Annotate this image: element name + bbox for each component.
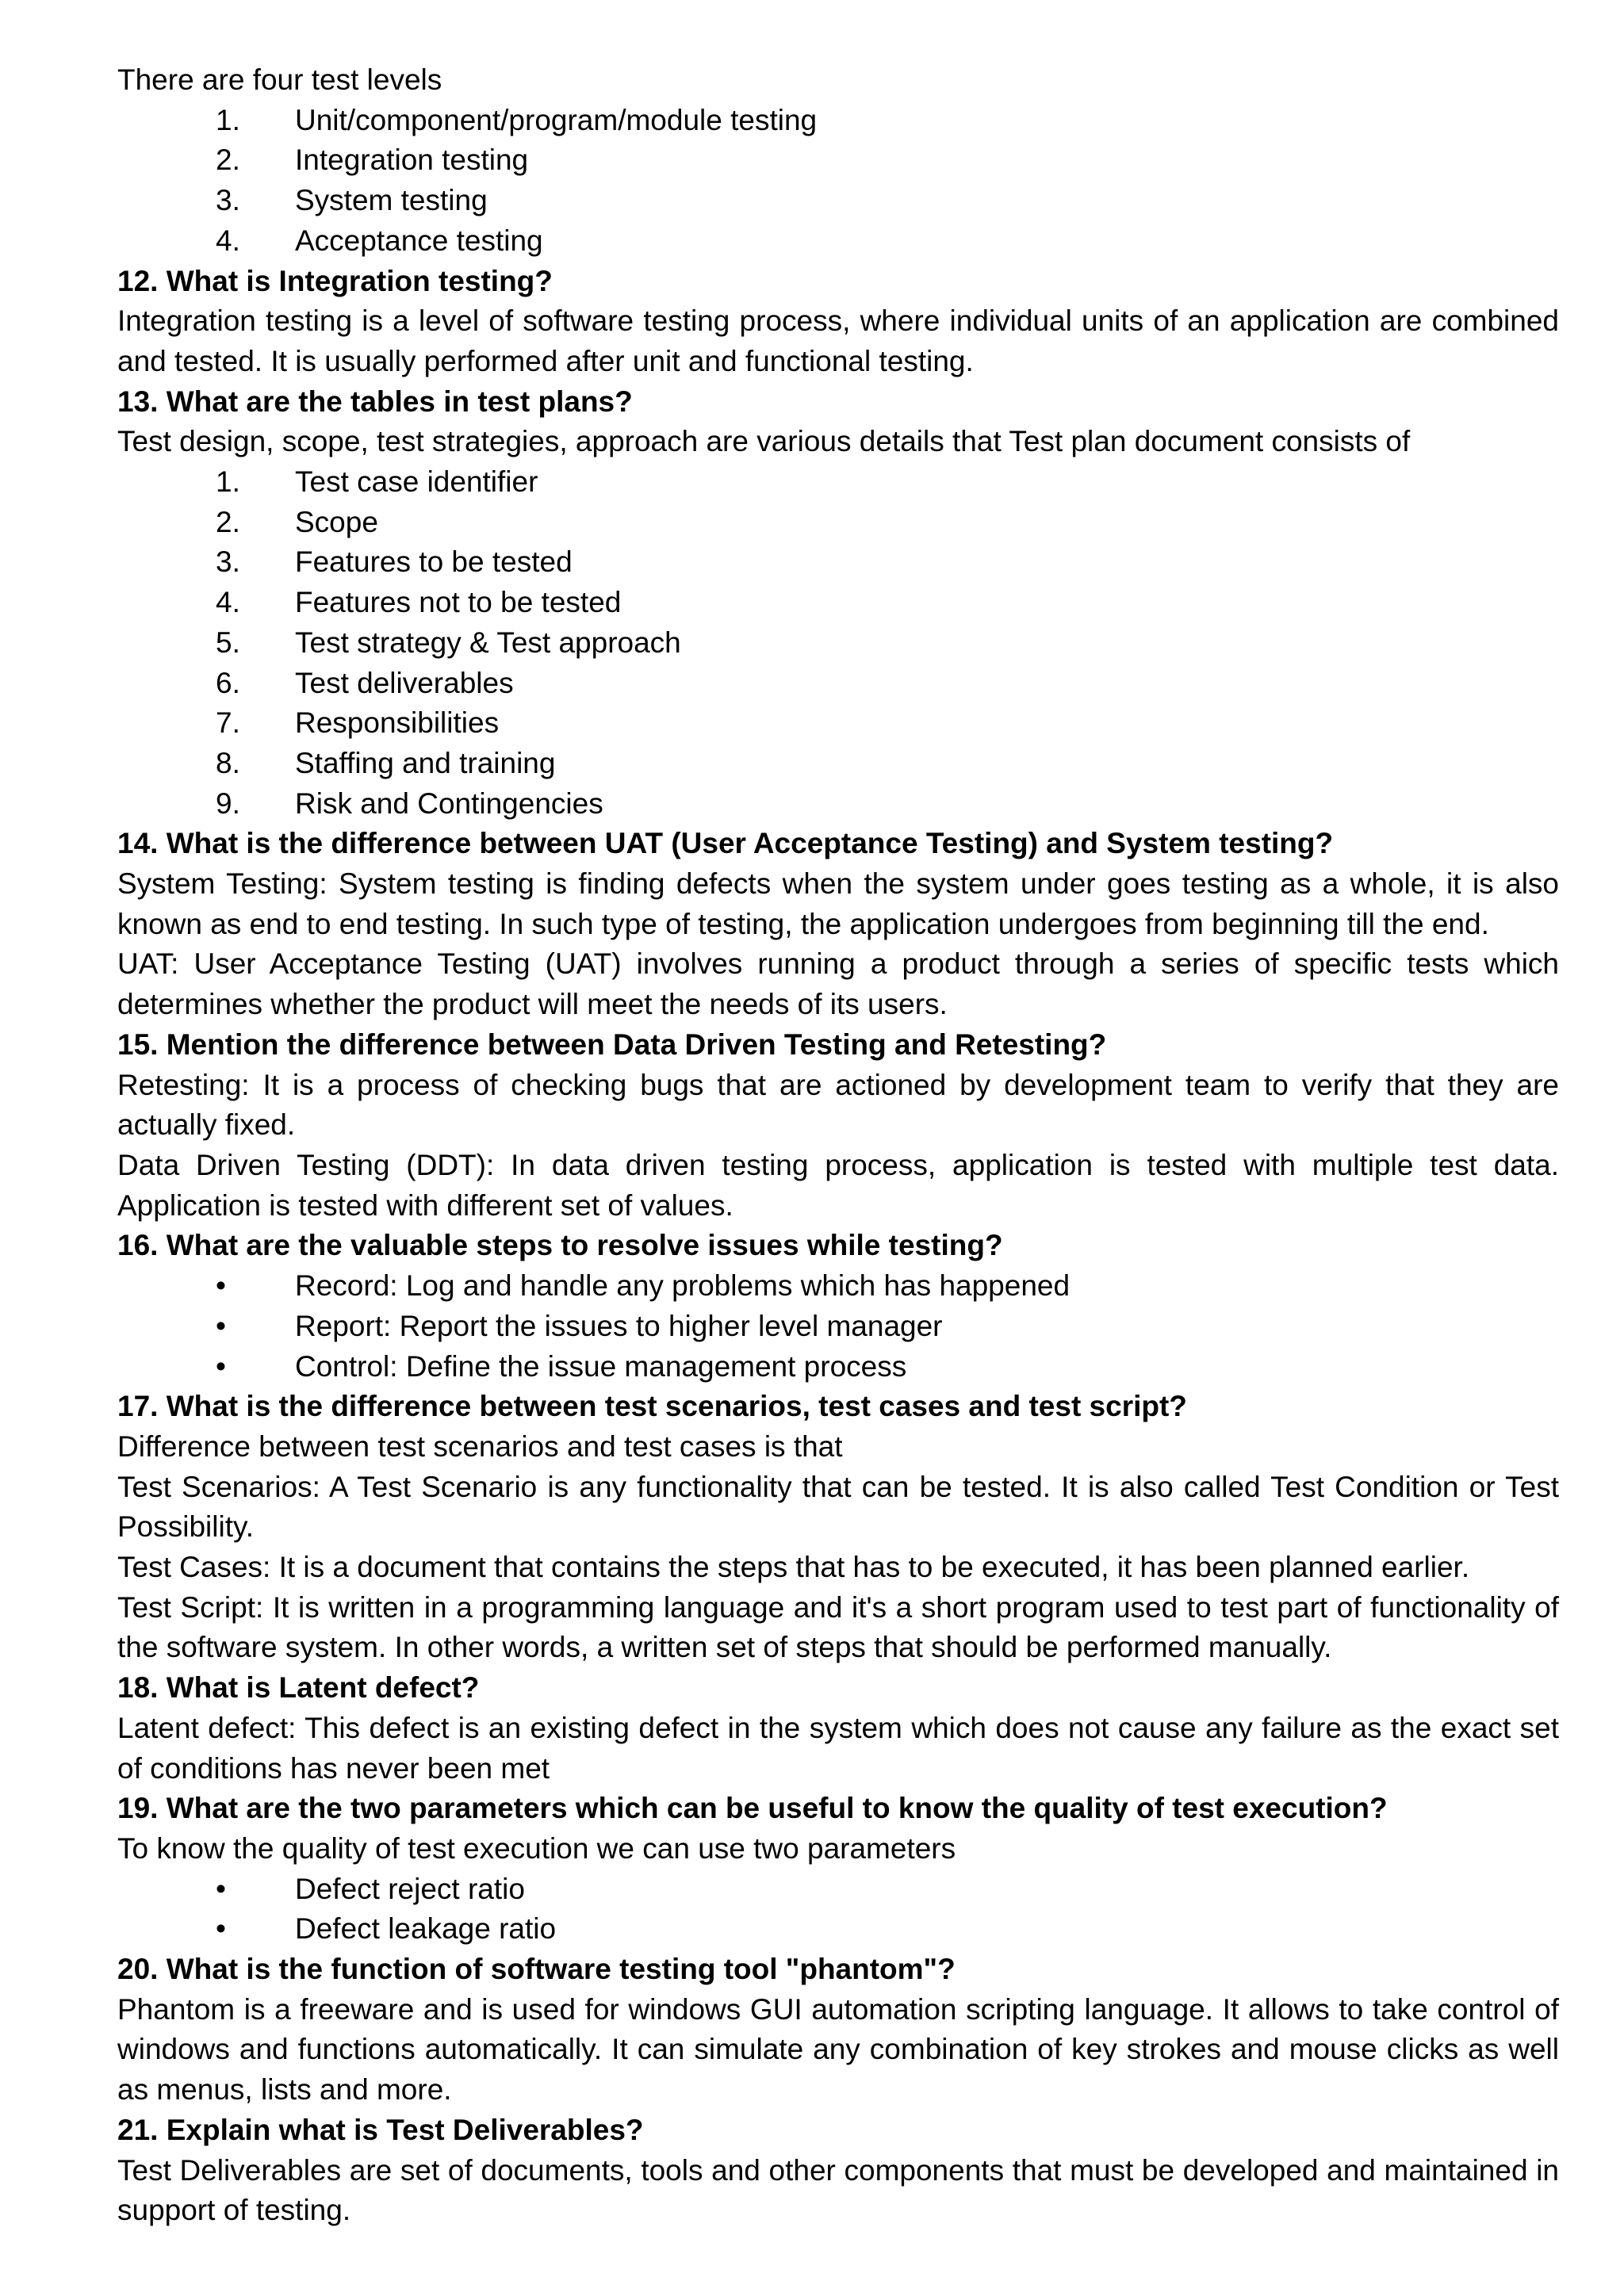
list-item <box>117 703 1559 744</box>
list-item <box>117 140 1559 181</box>
question-heading: 12. What is Integration testing? <box>117 264 553 297</box>
answer-paragraph: Test design, scope, test strategies, approach are various details that Test plan document consists of <box>117 425 1411 458</box>
list-number: 2. <box>216 144 240 177</box>
list-item-text: Test strategy & Test approach <box>295 626 681 659</box>
question-heading: 20. What is the function of software testing tool "phantom"? <box>117 1953 956 1986</box>
answer-paragraph: Retesting: It is a process of checking bugs that are actioned by development team to verify that they are actually fixed. <box>117 1068 1559 1142</box>
list-item-text: Defect leakage ratio <box>295 1912 557 1946</box>
list-item-text: Risk and Contingencies <box>295 786 603 820</box>
answer-paragraph: Data Driven Testing (DDT): In data driven testing process, application is tested with multiple test data. Application is tested with different set of values. <box>117 1148 1559 1222</box>
list-item-text: Test case identifier <box>295 465 538 499</box>
list-item-text: Integration testing <box>295 144 529 177</box>
list-item <box>117 462 1559 503</box>
bullet: • <box>216 1872 226 1905</box>
bullet: • <box>216 1912 226 1946</box>
answer-paragraph: Difference between test scenarios and test cases is that <box>117 1429 843 1463</box>
list-item-text: Acceptance testing <box>295 224 543 257</box>
list-number: 8. <box>216 746 240 779</box>
list-item <box>117 744 1559 784</box>
document-page <box>117 60 1559 2231</box>
list-item-text: Responsibilities <box>295 706 500 740</box>
list-number: 1. <box>216 103 240 136</box>
list-item <box>117 1347 1559 1387</box>
test-levels-list <box>117 101 1559 262</box>
list-item-text: Scope <box>295 505 378 538</box>
list-item-text: Features to be tested <box>295 545 573 579</box>
list-item <box>117 1307 1559 1347</box>
list-item <box>117 623 1559 664</box>
list-number: 4. <box>216 586 240 619</box>
answer-paragraph: Phantom is a freeware and is used for windows GUI automation scripting language. It allows to take control of windows and functions automatically. It can simulate any combination of key strokes and mouse clicks as well as menus, lists and more. <box>117 1992 1559 2107</box>
list-item-text: Unit/component/program/module testing <box>295 103 818 136</box>
list-item <box>117 1909 1559 1950</box>
question-heading: 21. Explain what is Test Deliverables? <box>117 2113 644 2146</box>
answer-paragraph: Integration testing is a level of software testing process, where individual units of an application are combined and tested. It is usually performed after unit and functional testing. <box>117 304 1559 377</box>
question-heading: 18. What is Latent defect? <box>117 1671 480 1705</box>
list-number: 3. <box>216 545 240 579</box>
list-item <box>117 1266 1559 1307</box>
list-number: 3. <box>216 184 240 217</box>
bullet: • <box>216 1349 226 1383</box>
answer-paragraph: Test Script: It is written in a programming language and it's a short program used to test part of functionality of the software system. In other words, a written set of steps that should be performed manually. <box>117 1590 1559 1664</box>
intro-text: There are four test levels <box>117 63 442 96</box>
list-item-text: Defect reject ratio <box>295 1872 525 1905</box>
list-number: 7. <box>216 706 240 740</box>
list-item-text: Test deliverables <box>295 666 514 699</box>
question-heading: 15. Mention the difference between Data Driven Testing and Retesting? <box>117 1027 1107 1061</box>
test-plan-contents-list <box>117 462 1559 824</box>
issue-steps-list <box>117 1266 1559 1387</box>
list-item <box>117 221 1559 262</box>
list-number: 2. <box>216 505 240 538</box>
list-number: 1. <box>216 465 240 499</box>
question-heading: 17. What is the difference between test scenarios, test cases and test script? <box>117 1390 1187 1423</box>
list-item <box>117 181 1559 221</box>
question-heading: 19. What are the two parameters which can be useful to know the quality of test execution? <box>117 1792 1388 1825</box>
list-item-text: Staffing and training <box>295 746 556 779</box>
question-heading: 13. What are the tables in test plans? <box>117 385 633 418</box>
bullet: • <box>216 1269 226 1303</box>
answer-paragraph: Latent defect: This defect is an existing defect in the system which does not cause any failure as the exact set of conditions has never been met <box>117 1711 1559 1785</box>
list-item <box>117 583 1559 623</box>
answer-paragraph: Test Deliverables are set of documents, tools and other components that must be developed and maintained in support of testing. <box>117 2153 1559 2227</box>
list-item <box>117 542 1559 583</box>
answer-paragraph: Test Scenarios: A Test Scenario is any functionality that can be tested. It is also called Test Condition or Test Possibility. <box>117 1470 1559 1544</box>
question-heading: 14. What is the difference between UAT (User Acceptance Testing) and System testing? <box>117 827 1334 860</box>
answer-paragraph: To know the quality of test execution we can use two parameters <box>117 1831 956 1865</box>
list-item-text: Control: Define the issue management process <box>295 1349 907 1383</box>
answer-paragraph: Test Cases: It is a document that contains the steps that has to be executed, it has been planned earlier. <box>117 1551 1470 1584</box>
list-item-text: System testing <box>295 184 488 217</box>
question-heading: 16. What are the valuable steps to resolve issues while testing? <box>117 1229 1003 1262</box>
answer-paragraph: System Testing: System testing is finding defects when the system under goes testing as a whole, it is also known as end to end testing. In such type of testing, the application undergoes from beginning till the end. <box>117 867 1559 940</box>
bullet: • <box>216 1309 226 1342</box>
list-item <box>117 784 1559 825</box>
list-item-text: Record: Log and handle any problems which has happened <box>295 1269 1071 1303</box>
answer-paragraph: UAT: User Acceptance Testing (UAT) involves running a product through a series of specific tests which determines whether the product will meet the needs of its users. <box>117 947 1559 1021</box>
list-item <box>117 503 1559 543</box>
list-item-text: Report: Report the issues to higher level manager <box>295 1309 943 1342</box>
list-number: 5. <box>216 626 240 659</box>
list-number: 6. <box>216 666 240 699</box>
list-item-text: Features not to be tested <box>295 586 622 619</box>
quality-parameters-list <box>117 1869 1559 1950</box>
list-item <box>117 664 1559 704</box>
list-item <box>117 101 1559 141</box>
list-item <box>117 1869 1559 1910</box>
list-number: 4. <box>216 224 240 257</box>
list-number: 9. <box>216 786 240 820</box>
